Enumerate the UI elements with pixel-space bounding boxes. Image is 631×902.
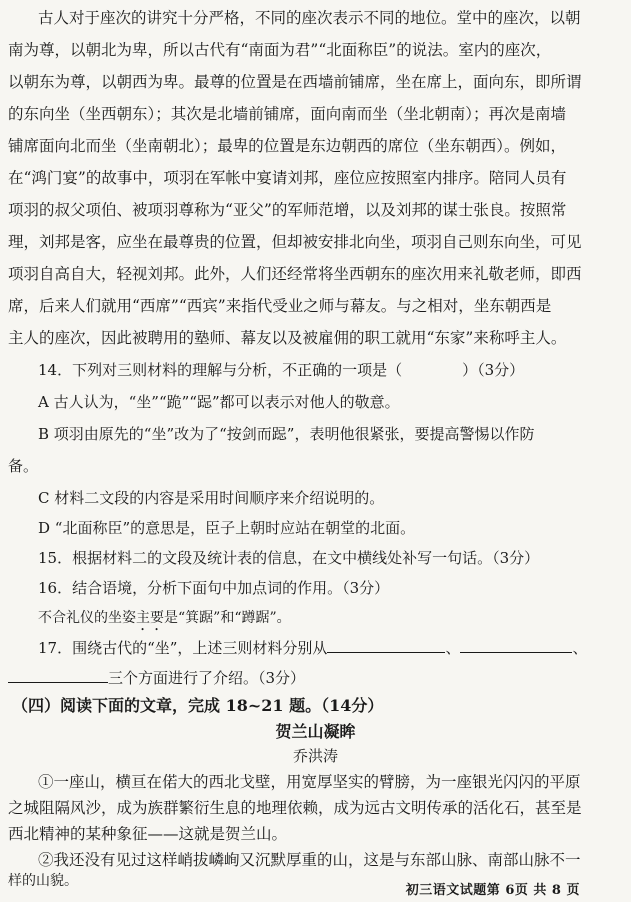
passage-line: 的东向坐（坐西朝东）；其次是北墙前铺席，面向南而坐（坐北朝南）；再次是南墙 — [8, 105, 567, 123]
article-paragraph-line: 样的山貌。 — [8, 873, 78, 889]
article-paragraph-line: ①一座山，横亘在偌大的西北戈壁，用宽厚坚实的臂膀，为一座银光闪闪的平原 — [38, 773, 581, 791]
question-14-option-a: A 古人认为，“坐”“跪”“跽”都可以表示对他人的敬意。 — [38, 393, 400, 411]
dotted-word: 主要 — [136, 610, 164, 626]
separator: 、 — [572, 639, 588, 657]
passage-line: 理，刘邦是客，应坐在最尊贵的位置，但却被安排北向坐，项羽自己则东向坐，可见 — [8, 233, 582, 251]
passage-line: 席，后来人们就用“西席”“西宾”来指代受业之师与幕友。与之相对，坐东朝西是 — [8, 297, 552, 315]
question-16-sentence — [38, 608, 291, 634]
passage-line: 南为尊，以朝北为卑，所以古代有“南面为君”“北面称臣”的说法。室内的座次， — [8, 41, 552, 59]
section-heading: （四）阅读下面的文章，完成 18~21 题。（14分） — [12, 696, 384, 715]
question-14-option-b-cont: 备。 — [8, 457, 39, 475]
answer-blank[interactable] — [327, 638, 445, 653]
question-14-option-d: D “北面称臣”的意思是，臣子上朝时应站在朝堂的北面。 — [38, 519, 416, 537]
passage-line: 在“鸿门宴”的故事中，项羽在军帐中宴请刘邦，座位应按照室内排序。陪同人员有 — [8, 169, 567, 187]
question-17-cont — [8, 668, 305, 688]
question-15: 15．根据材料二的文段及统计表的信息，在文中横线处补写一句话。（3分） — [38, 549, 540, 567]
question-16: 16．结合语境，分析下面句中加点词的作用。（3分） — [38, 579, 390, 597]
passage-line: 铺席面向北而坐（坐南朝北）；最卑的位置是东边朝西的席位（坐东朝西）。例如， — [8, 137, 567, 155]
article-title: 贺兰山凝眸 — [275, 722, 356, 741]
page-footer: 初三语文试题第 6页 共 8 页 — [405, 883, 580, 898]
passage-line: 以朝东为尊，以朝西为卑。最尊的位置是在西墙前铺席，坐在席上，面向东，即所谓 — [8, 73, 582, 91]
article-paragraph-line: 西北精神的某种象征——这就是贺兰山。 — [8, 825, 288, 843]
passage-line: 主人的座次，因此被聘用的塾师、幕友以及被雇佣的职工就用“东家”来称呼主人。 — [8, 329, 567, 347]
question-14-option-c: C 材料二文段的内容是采用时间顺序来介绍说明的。 — [38, 489, 385, 507]
separator: 、 — [445, 639, 461, 657]
question-17-text: 三个方面进行了介绍。（3分） — [108, 669, 306, 687]
passage-line: 项羽自高自大，轻视刘邦。此外，人们还经常将坐西朝东的座次用来礼敬老师，即西 — [8, 265, 582, 283]
answer-blank[interactable] — [8, 668, 108, 683]
article-paragraph-line: ②我还没有见过这样峭拔嶙峋又沉默厚重的山，这是与东部山脉、南部山脉不一 — [38, 851, 581, 869]
question-17-text: 17．围绕古代的“坐”，上述三则材料分别从 — [38, 639, 328, 657]
article-paragraph-line: 之城阻隔风沙，成为族群繁衍生息的地理依赖，成为远古文明传承的活化石，甚至是 — [8, 799, 582, 817]
sentence-part: 是“箕踞”和“蹲踞”。 — [164, 610, 291, 626]
passage-line: 项羽的叔父项伯、被项羽尊称为“亚父”的军师范增，以及刘邦的谋士张良。按照常 — [8, 201, 567, 219]
question-14: 14．下列对三则材料的理解与分析，不正确的一项是（ ）（3分） — [38, 361, 525, 379]
article-author: 乔洪涛 — [292, 747, 338, 765]
question-17 — [38, 638, 587, 658]
sentence-part: 不合礼仪的坐姿 — [38, 610, 136, 626]
question-14-option-b: B 项羽由原先的“坐”改为了“按剑而跽”，表明他很紧张，要提高警惕以作防 — [38, 425, 535, 443]
answer-blank[interactable] — [460, 638, 572, 653]
passage-line: 古人对于座次的讲究十分严格，不同的座次表示不同的地位。堂中的座次，以朝 — [38, 9, 581, 27]
